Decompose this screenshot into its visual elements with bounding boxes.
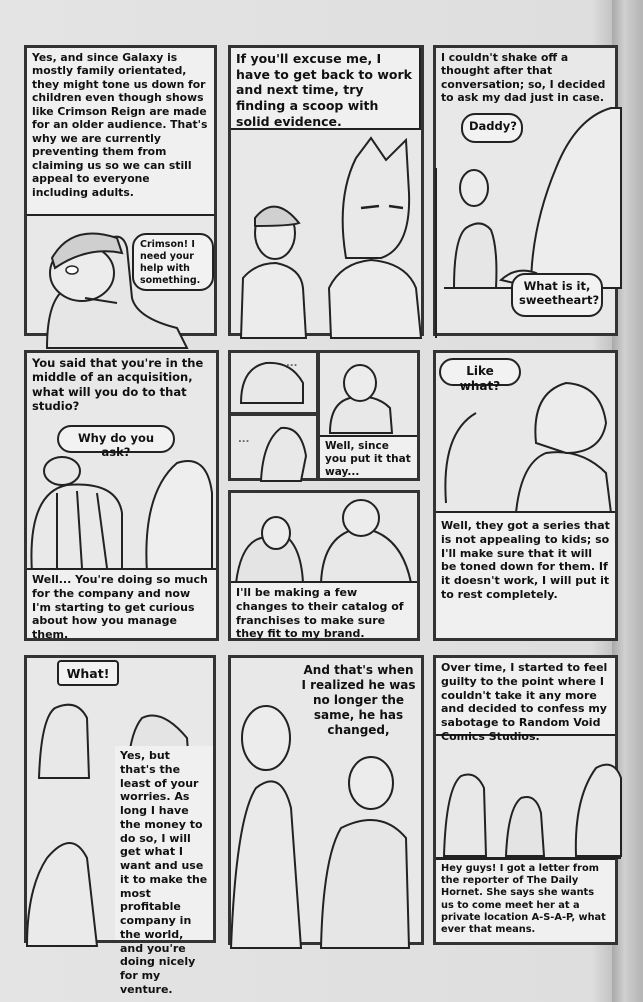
panel-9-caption: And that's when I realized he was no longer the same, he has changed, [301, 663, 416, 737]
panel-8-caption: Yes, but that's the least of your worries. As long I have the money to do so, I will get what I want and use it to make the most profitable company in the world, and you're doing nicely for my venture. [115, 746, 213, 940]
panel-6-caption: I'll be making a few changes to their catalog of franchises to make sure they fit to my brand. [231, 581, 417, 638]
panel-8 [24, 655, 216, 996]
panel-4 [24, 350, 219, 641]
panel-5c [317, 350, 420, 481]
panel-3-bubble-sweetheart: What is it, sweetheart? [511, 273, 603, 317]
panel-1 [24, 45, 217, 336]
panel-3 [433, 45, 618, 336]
panel-2 [228, 45, 424, 336]
panel-5b-dots: ... [238, 434, 250, 445]
panel-10-caption-bottom: Hey guys! I got a letter from the reporter of The Daily Hornet. She says she wants us to come meet her at a private location A-S-A-P, what ever that means. [436, 858, 615, 942]
panel-6 [228, 490, 420, 641]
panel-1-speech-bubble: Crimson! I need your help with something. [132, 233, 214, 291]
panel-10-caption-top: Over time, I started to feel guilty to the point where I couldn't take it any more and decided to confess my sabotage to Random Void Comics Studios. [436, 658, 615, 736]
panel-5b-art [231, 416, 322, 484]
panel-5b [228, 413, 319, 481]
panel-5c-bubble: Well, since you put it that way... [320, 435, 417, 478]
panel-8-shout-bubble: What! [57, 660, 119, 686]
panel-3-bubble-daddy: Daddy? [461, 113, 523, 143]
panel-9 [228, 655, 424, 945]
panel-1-caption: Yes, and since Galaxy is mostly family orientated, they might tone us down for children even though shows like Crimson Reign are made for an older audience. That's why we are currently preventing them from claiming us so we can still appeal to everyone including adults. [27, 48, 214, 216]
panel-7-caption: Well, they got a series that is not appealing to kids; so I'll make sure that it will be toned down for them. If it doesn't work, I will put it to rest completely. [436, 511, 615, 638]
panel-4-caption-top: You said that you're in the middle of an acquisition, what will you do to that studio? [32, 356, 204, 414]
panel-2-caption: If you'll excuse me, I have to get back to work and next time, try finding a scoop with solid evidence. [231, 48, 421, 130]
panel-7-speech-bubble: Like what? [439, 358, 521, 386]
panel-5a-dots: ... [286, 358, 298, 369]
panel-4-speech-bubble: Why do you ask? [57, 425, 175, 453]
panel-10 [433, 655, 618, 945]
panel-5a [228, 350, 319, 415]
panel-3-caption: I couldn't shake off a thought after that conversation; so, I decided to ask my dad just in case. [441, 51, 606, 105]
panel-7 [433, 350, 618, 641]
panel-4-caption-bottom: Well... You're doing so much for the company and now I'm starting to get curious about how you manage them. [27, 568, 216, 638]
